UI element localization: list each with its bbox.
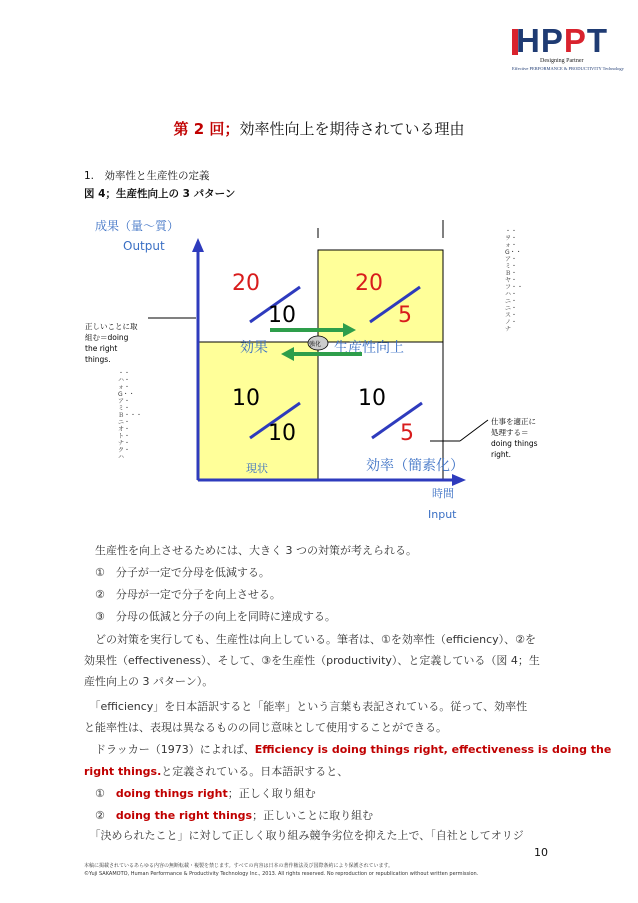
last-line: 「決められたこと」に対して正しく取り組み競争劣位を抑えた上で、「自社としてオリジ — [84, 829, 524, 842]
callout-right-4: right. — [491, 450, 512, 459]
drucker-quote-1: Efficiency is doing things right, effectiveness is doing the — [254, 743, 612, 756]
drucker-line-1 — [84, 740, 611, 759]
bl-label: 現状 — [246, 462, 268, 475]
tl-numerator: 20 — [232, 271, 260, 296]
y-axis-arrowhead — [192, 238, 204, 252]
list-item-3: ③ 分母の低減と分子の向上を同時に達成する。 — [84, 610, 336, 623]
definition-1-en: doing things right — [115, 787, 228, 800]
section-heading: 1. 効率性と生産性の定義 — [84, 170, 210, 182]
definition-2-jp: ；正しいことに取り組む — [252, 809, 374, 822]
callout-right-1: 仕事を適正に — [491, 417, 536, 426]
drucker-line-2 — [84, 762, 348, 781]
paragraph-2-line-1: どの対策を実行しても、生産性は向上している。筆者は、①を効率性（efficiency）、②を — [84, 633, 537, 646]
definition-1-number: ① — [84, 787, 116, 800]
callout-left-1: 正しいことに取 — [85, 322, 138, 331]
figure-caption: 図 4；生産性向上の 3 パターン — [84, 188, 236, 200]
x-axis-label-jp: 時間 — [432, 487, 454, 500]
bl-numerator: 10 — [232, 386, 260, 411]
y-axis-label-en: Output — [123, 239, 165, 253]
br-label: 効率（簡素化） — [366, 458, 464, 474]
definition-2-en: doing the right things — [115, 809, 253, 822]
definition-1 — [84, 784, 316, 803]
callout-right-2: 処理する＝ — [491, 428, 529, 437]
tr-numerator: 20 — [355, 271, 383, 296]
footer-copyright: ©Yuji SAKAMOTO, Human Performance & Productivity Technology Inc., 2013. All rights reserved. No reproduction or republication without written permission. — [84, 871, 479, 877]
tl-label: 効果 — [240, 340, 268, 356]
vertical-text-right: ・・ヲ・ォ・G・・ア・ミ・Ｂ・ヤ・フ・・ハ・ニ・ニ・ス・ノ・ナ — [505, 228, 524, 333]
vertical-text-left: ・・ハ・ォ・G・・ア・ミ・Ｂ・・・ニ・オ・ト・ナ・ク・ハ — [118, 370, 143, 461]
tr-denominator: 5 — [398, 303, 412, 328]
br-numerator: 10 — [358, 386, 386, 411]
paragraph-3-line-1: 「efficiency」を日本語訳すると「能率」という言葉も表記されている。従って、効率性 — [84, 700, 528, 713]
tr-label: 生産性向上 — [334, 340, 404, 356]
definition-1-jp: ；正しく取り組む — [227, 787, 316, 800]
title-prefix: 第 2 回； — [173, 120, 240, 138]
drucker-intro: ドラッカー（1973）によれば、 — [84, 743, 255, 756]
x-axis-label-en: Input — [428, 508, 457, 521]
paragraph-1: 生産性を向上させるためには、大きく 3 つの対策が考えられる。 — [84, 544, 417, 557]
page-number: 10 — [534, 846, 548, 859]
y-axis-label-jp: 成果（量～質） — [95, 219, 180, 233]
paragraph-2-line-2: 効果性（effectiveness）、そして、③を生産性（productivity）、と定義している（図 4；生 — [84, 654, 540, 667]
paragraph-2-line-3: 産性向上の 3 パターン）。 — [84, 675, 214, 688]
definition-2 — [84, 806, 373, 825]
paragraph-3-line-2: と能率性は、表現は異なるものの同じ意味として使用することができる。 — [84, 721, 447, 734]
logo-subtitle: Effective PERFORMANCE & PRODUCTIVITY Technology — [512, 66, 624, 71]
tl-denominator: 10 — [268, 303, 296, 328]
drucker-quote-2: right things. — [84, 765, 162, 778]
callout-left-3: the right — [85, 344, 118, 353]
center-badge-label: 強化 — [309, 341, 322, 348]
br-denominator: 5 — [400, 421, 414, 446]
quadrant-bottom-left — [198, 342, 318, 480]
x-axis-arrowhead — [452, 474, 466, 486]
callout-left-2: 組む＝doing — [85, 333, 129, 342]
callout-left-4: things. — [85, 355, 111, 364]
definition-2-number: ② — [84, 809, 116, 822]
footer-notice: 本稿に掲載されているあらゆる内容の無断転載・複製を禁じます。すべての内容は日本の著作権法及び国際条約により保護されています。 — [84, 863, 394, 869]
logo-wordmark: HPPT — [516, 22, 609, 59]
title-main: 効率性向上を期待されている理由 — [239, 120, 465, 138]
list-item-2: ② 分母が一定で分子を向上させる。 — [84, 588, 281, 601]
callout-right-3: doing things — [491, 439, 538, 448]
bl-denominator: 10 — [268, 421, 296, 446]
list-item-1: ① 分子が一定で分母を低減する。 — [84, 566, 270, 579]
callout-right-line — [460, 420, 488, 441]
drucker-after: と定義されている。日本語訳すると、 — [161, 765, 349, 778]
logo-tagline: Designing Partner — [540, 58, 584, 64]
